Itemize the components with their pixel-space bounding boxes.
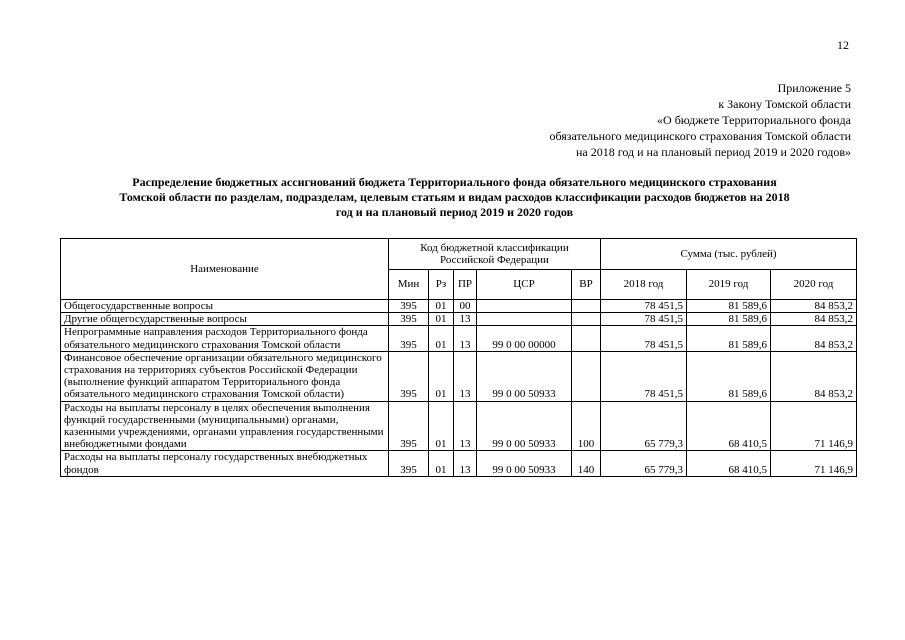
row-rz: 01 [429, 451, 454, 476]
header-rz: Рз [429, 270, 454, 300]
row-rz: 01 [429, 401, 454, 451]
row-csr [477, 300, 572, 313]
header-sum-group: Сумма (тыс. рублей) [601, 239, 857, 270]
table-row [61, 300, 857, 313]
row-2020: 84 853,2 [771, 351, 857, 401]
row-2019: 68 410,5 [687, 451, 771, 476]
row-2018: 65 779,3 [601, 401, 687, 451]
title-line: Томской области по разделам, подразделам, целевым статьям и видам расходов классификации расходов бюджетов на 2018 [119, 190, 790, 204]
row-pr: 13 [454, 351, 477, 401]
row-pr: 13 [454, 451, 477, 476]
table-header-row [61, 239, 857, 270]
header-2019: 2019 год [687, 270, 771, 300]
page-number: 12 [837, 38, 849, 52]
budget-table [60, 238, 857, 477]
row-pr: 00 [454, 300, 477, 313]
row-rz: 01 [429, 326, 454, 351]
row-min: 395 [389, 326, 429, 351]
row-2020: 71 146,9 [771, 451, 857, 476]
appendix-note [549, 80, 851, 160]
row-min: 395 [389, 351, 429, 401]
header-2020: 2020 год [771, 270, 857, 300]
row-pr: 13 [454, 401, 477, 451]
row-2019: 81 589,6 [687, 300, 771, 313]
row-name: Другие общегосударственные вопросы [61, 313, 389, 326]
row-vr [572, 313, 601, 326]
row-2018: 78 451,5 [601, 313, 687, 326]
row-2018: 78 451,5 [601, 351, 687, 401]
appendix-line: на 2018 год и на плановый период 2019 и 2020 годов» [575, 145, 851, 159]
header-vr: ВР [572, 270, 601, 300]
header-pr: ПР [454, 270, 477, 300]
row-vr [572, 326, 601, 351]
row-2018: 65 779,3 [601, 451, 687, 476]
row-csr: 99 0 00 50933 [477, 451, 572, 476]
row-2019: 81 589,6 [687, 326, 771, 351]
row-min: 395 [389, 300, 429, 313]
row-rz: 01 [429, 300, 454, 313]
header-min: Мин [389, 270, 429, 300]
row-name: Непрограммные направления расходов Территориального фонда обязательного медицинского страхования Томской области [61, 326, 389, 351]
title-line: Распределение бюджетных ассигнований бюджета Территориального фонда обязательного медицинского страхования [132, 175, 777, 189]
table-row [61, 401, 857, 451]
table-row [61, 326, 857, 351]
row-2020: 84 853,2 [771, 326, 857, 351]
table-row [61, 451, 857, 476]
table-row [61, 313, 857, 326]
appendix-line: обязательного медицинского страхования Томской области [549, 129, 851, 143]
row-rz: 01 [429, 351, 454, 401]
row-vr: 140 [572, 451, 601, 476]
row-2020: 71 146,9 [771, 401, 857, 451]
appendix-line: к Закону Томской области [718, 97, 851, 111]
appendix-line: Приложение 5 [777, 81, 851, 95]
title-line: год и на плановый период 2019 и 2020 годов [335, 205, 574, 219]
row-min: 395 [389, 313, 429, 326]
row-min: 395 [389, 401, 429, 451]
row-csr: 99 0 00 00000 [477, 326, 572, 351]
row-name: Финансовое обеспечение организации обязательного медицинского страхования на территориях субъектов Российской Федерации (выполнение функций аппаратом Территориального фонда обязательного медицинского страхования Томской области) [61, 351, 389, 401]
row-pr: 13 [454, 326, 477, 351]
row-csr: 99 0 00 50933 [477, 401, 572, 451]
row-2019: 81 589,6 [687, 351, 771, 401]
row-2018: 78 451,5 [601, 326, 687, 351]
row-2020: 84 853,2 [771, 313, 857, 326]
row-min: 395 [389, 451, 429, 476]
row-2020: 84 853,2 [771, 300, 857, 313]
row-name: Расходы на выплаты персоналу государственных внебюджетных фондов [61, 451, 389, 476]
appendix-line: «О бюджете Территориального фонда [657, 113, 851, 127]
row-csr: 99 0 00 50933 [477, 351, 572, 401]
row-csr [477, 313, 572, 326]
header-csr: ЦСР [477, 270, 572, 300]
document-title [52, 175, 857, 220]
row-vr [572, 351, 601, 401]
header-code-group: Код бюджетной классификации Российской Федерации [389, 239, 601, 270]
row-pr: 13 [454, 313, 477, 326]
header-2018: 2018 год [601, 270, 687, 300]
row-name: Расходы на выплаты персоналу в целях обеспечения выполнения функций государственными (муниципальными) органами, казенными учреждениями, органами управления государственными внебюджетными фондами [61, 401, 389, 451]
row-vr [572, 300, 601, 313]
row-vr: 100 [572, 401, 601, 451]
row-name: Общегосударственные вопросы [61, 300, 389, 313]
row-2018: 78 451,5 [601, 300, 687, 313]
header-name: Наименование [61, 239, 389, 300]
row-2019: 81 589,6 [687, 313, 771, 326]
row-rz: 01 [429, 313, 454, 326]
row-2019: 68 410,5 [687, 401, 771, 451]
table-row [61, 351, 857, 401]
